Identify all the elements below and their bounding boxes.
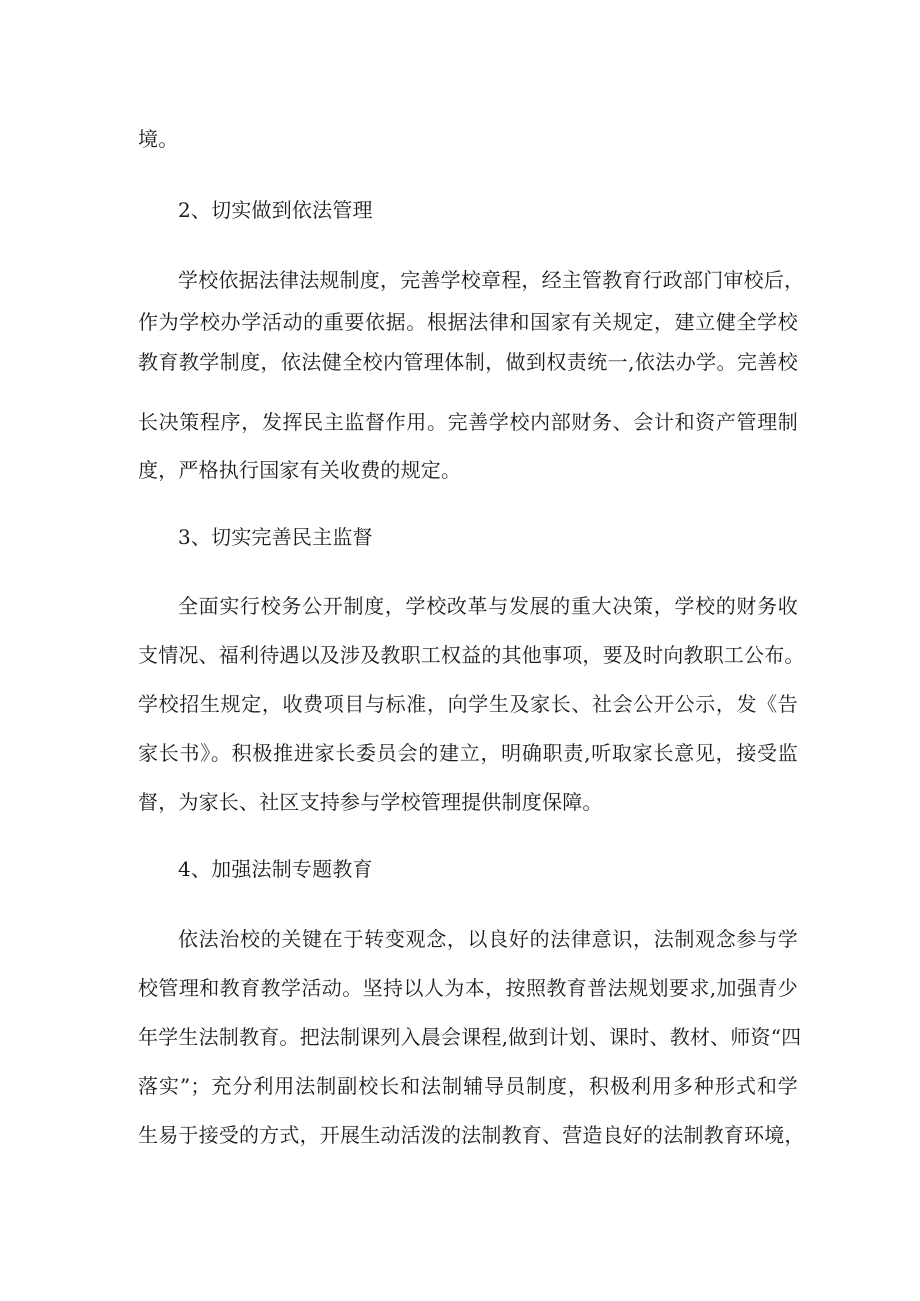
paragraph-line: 校管理和教育教学活动。坚持以人为本，按照教育普法规划要求,加强青少 xyxy=(138,976,798,1000)
paragraph-line: 落实”；充分利用法制副校长和法制辅导员制度，积极利用多种形式和学 xyxy=(138,1074,798,1098)
paragraph-line: 支情况、福利待遇以及涉及教职工权益的其他事项，要及时向教职工公布。 xyxy=(138,643,805,667)
paragraph-line: 督，为家长、社区支持参与学校管理提供制度保障。 xyxy=(138,790,603,814)
paragraph-line: 家长书》。积极推进家长委员会的建立，明确职责,听取家长意见，接受监 xyxy=(138,741,798,765)
section-heading-4: 4、加强法制专题教育 xyxy=(178,857,373,881)
paragraph-line: 学校依据法律法规制度，完善学校章程，经主管教育行政部门审校后， xyxy=(178,268,805,292)
paragraph-line: 长决策程序，发挥民主监督作用。完善学校内部财务、会计和资产管理制 xyxy=(138,410,798,434)
paragraph-line: 生易于接受的方式，开展生动活泼的法制教育、营造良好的法制教育环境， xyxy=(138,1123,805,1147)
section-heading-2: 2、切实做到依法管理 xyxy=(178,198,373,222)
paragraph-line: 作为学校办学活动的重要依据。根据法律和国家有关规定，建立健全学校 xyxy=(138,310,798,334)
paragraph-line: 度，严格执行国家有关收费的规定。 xyxy=(138,458,462,482)
paragraph-continuation: 境。 xyxy=(138,127,179,151)
paragraph-line: 年学生法制教育。把法制课列入晨会课程,做到计划、课时、教材、师资“四 xyxy=(138,1025,802,1049)
section-heading-3: 3、切实完善民主监督 xyxy=(178,525,373,549)
paragraph-line: 依法治校的关键在于转变观念，以良好的法律意识，法制观念参与学 xyxy=(178,927,798,951)
paragraph-line: 学校招生规定，收费项目与标准，向学生及家长、社会公开公示，发《告 xyxy=(138,692,798,716)
paragraph-line: 教育教学制度，依法健全校内管理体制，做到权责统一,依法办学。完善校 xyxy=(138,350,798,374)
paragraph-line: 全面实行校务公开制度，学校改革与发展的重大决策，学校的财务收 xyxy=(178,594,798,618)
